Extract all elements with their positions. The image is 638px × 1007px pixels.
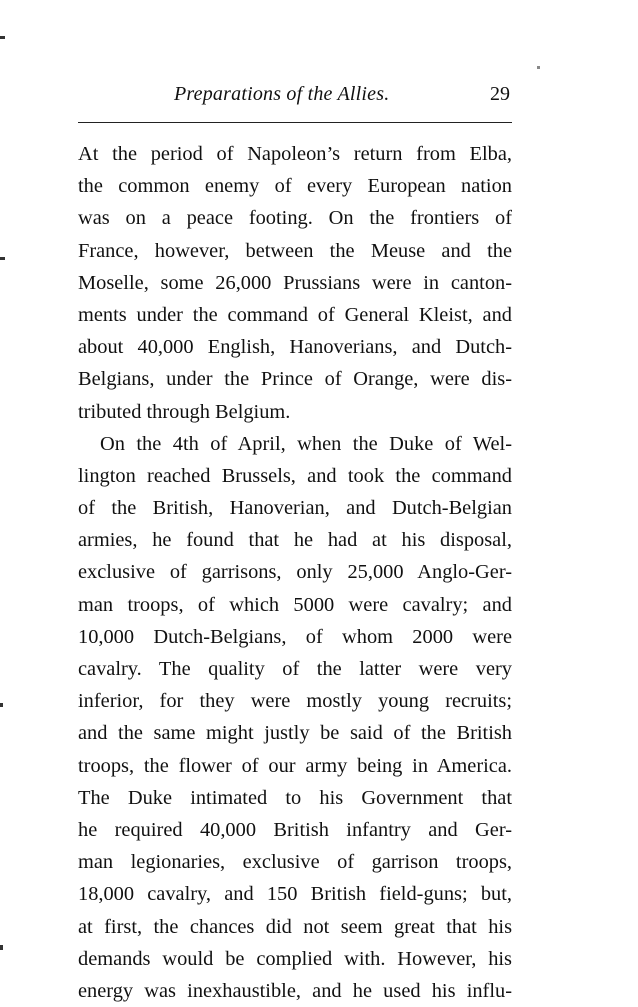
page-number: 29 (490, 83, 510, 105)
text-line: man troops, of which 5000 were cavalry; and (78, 593, 512, 616)
text-line: exclusive of garrisons, only 25,000 Anglo-Ger- (78, 561, 512, 584)
scan-speck (0, 36, 5, 39)
text-line: demands would be complied with. However, his (78, 947, 512, 970)
text-line: France, however, between the Meuse and the (78, 239, 512, 262)
running-title: Preparations of the Allies. (174, 83, 390, 105)
text-line: tributed through Belgium. (78, 400, 291, 423)
text-line: At the period of Napoleon’s return from Elba, (78, 143, 512, 165)
header-rule (78, 122, 512, 123)
text-line: troops, the flower of our army being in America. (78, 754, 512, 777)
paragraph-2 (78, 428, 512, 1007)
text-line: of the British, Hanoverian, and Dutch-Belgian (78, 497, 512, 520)
text-line: energy was inexhaustible, and he used his influ- (78, 979, 512, 1002)
text-line: man legionaries, exclusive of garrison troops, (78, 851, 512, 874)
scan-speck (537, 66, 540, 69)
text-line: he required 40,000 British infantry and Ger- (78, 818, 512, 841)
text-line: ments under the command of General Kleist, and (78, 303, 512, 326)
scan-speck (0, 257, 5, 260)
text-line: Belgians, under the Prince of Orange, were dis- (78, 368, 512, 391)
scan-speck (0, 703, 3, 707)
text-line: On the 4th of April, when the Duke of Wel- (100, 432, 512, 455)
text-line: The Duke intimated to his Government that (78, 786, 512, 809)
text-line: about 40,000 English, Hanoverians, and Dutch- (78, 336, 512, 359)
paragraph-1 (78, 138, 512, 428)
text-line: armies, he found that he had at his disposal, (78, 529, 512, 552)
text-line: Moselle, some 26,000 Prussians were in canton- (78, 271, 512, 294)
text-line: cavalry. The quality of the latter were very (78, 658, 512, 680)
body-text (78, 138, 512, 1007)
text-line: 10,000 Dutch-Belgians, of whom 2000 were (78, 625, 512, 648)
text-line: 18,000 cavalry, and 150 British field-guns; but, (78, 883, 512, 906)
text-line: the common enemy of every European nation (78, 175, 512, 198)
text-line: at first, the chances did not seem great that his (78, 915, 512, 938)
text-line: was on a peace footing. On the frontiers of (78, 207, 512, 230)
text-line: and the same might justly be said of the British (78, 722, 512, 745)
text-line: inferior, for they were mostly young recruits; (78, 690, 512, 713)
scan-speck (0, 945, 3, 950)
text-line: lington reached Brussels, and took the command (78, 464, 512, 487)
page-header (78, 80, 512, 116)
